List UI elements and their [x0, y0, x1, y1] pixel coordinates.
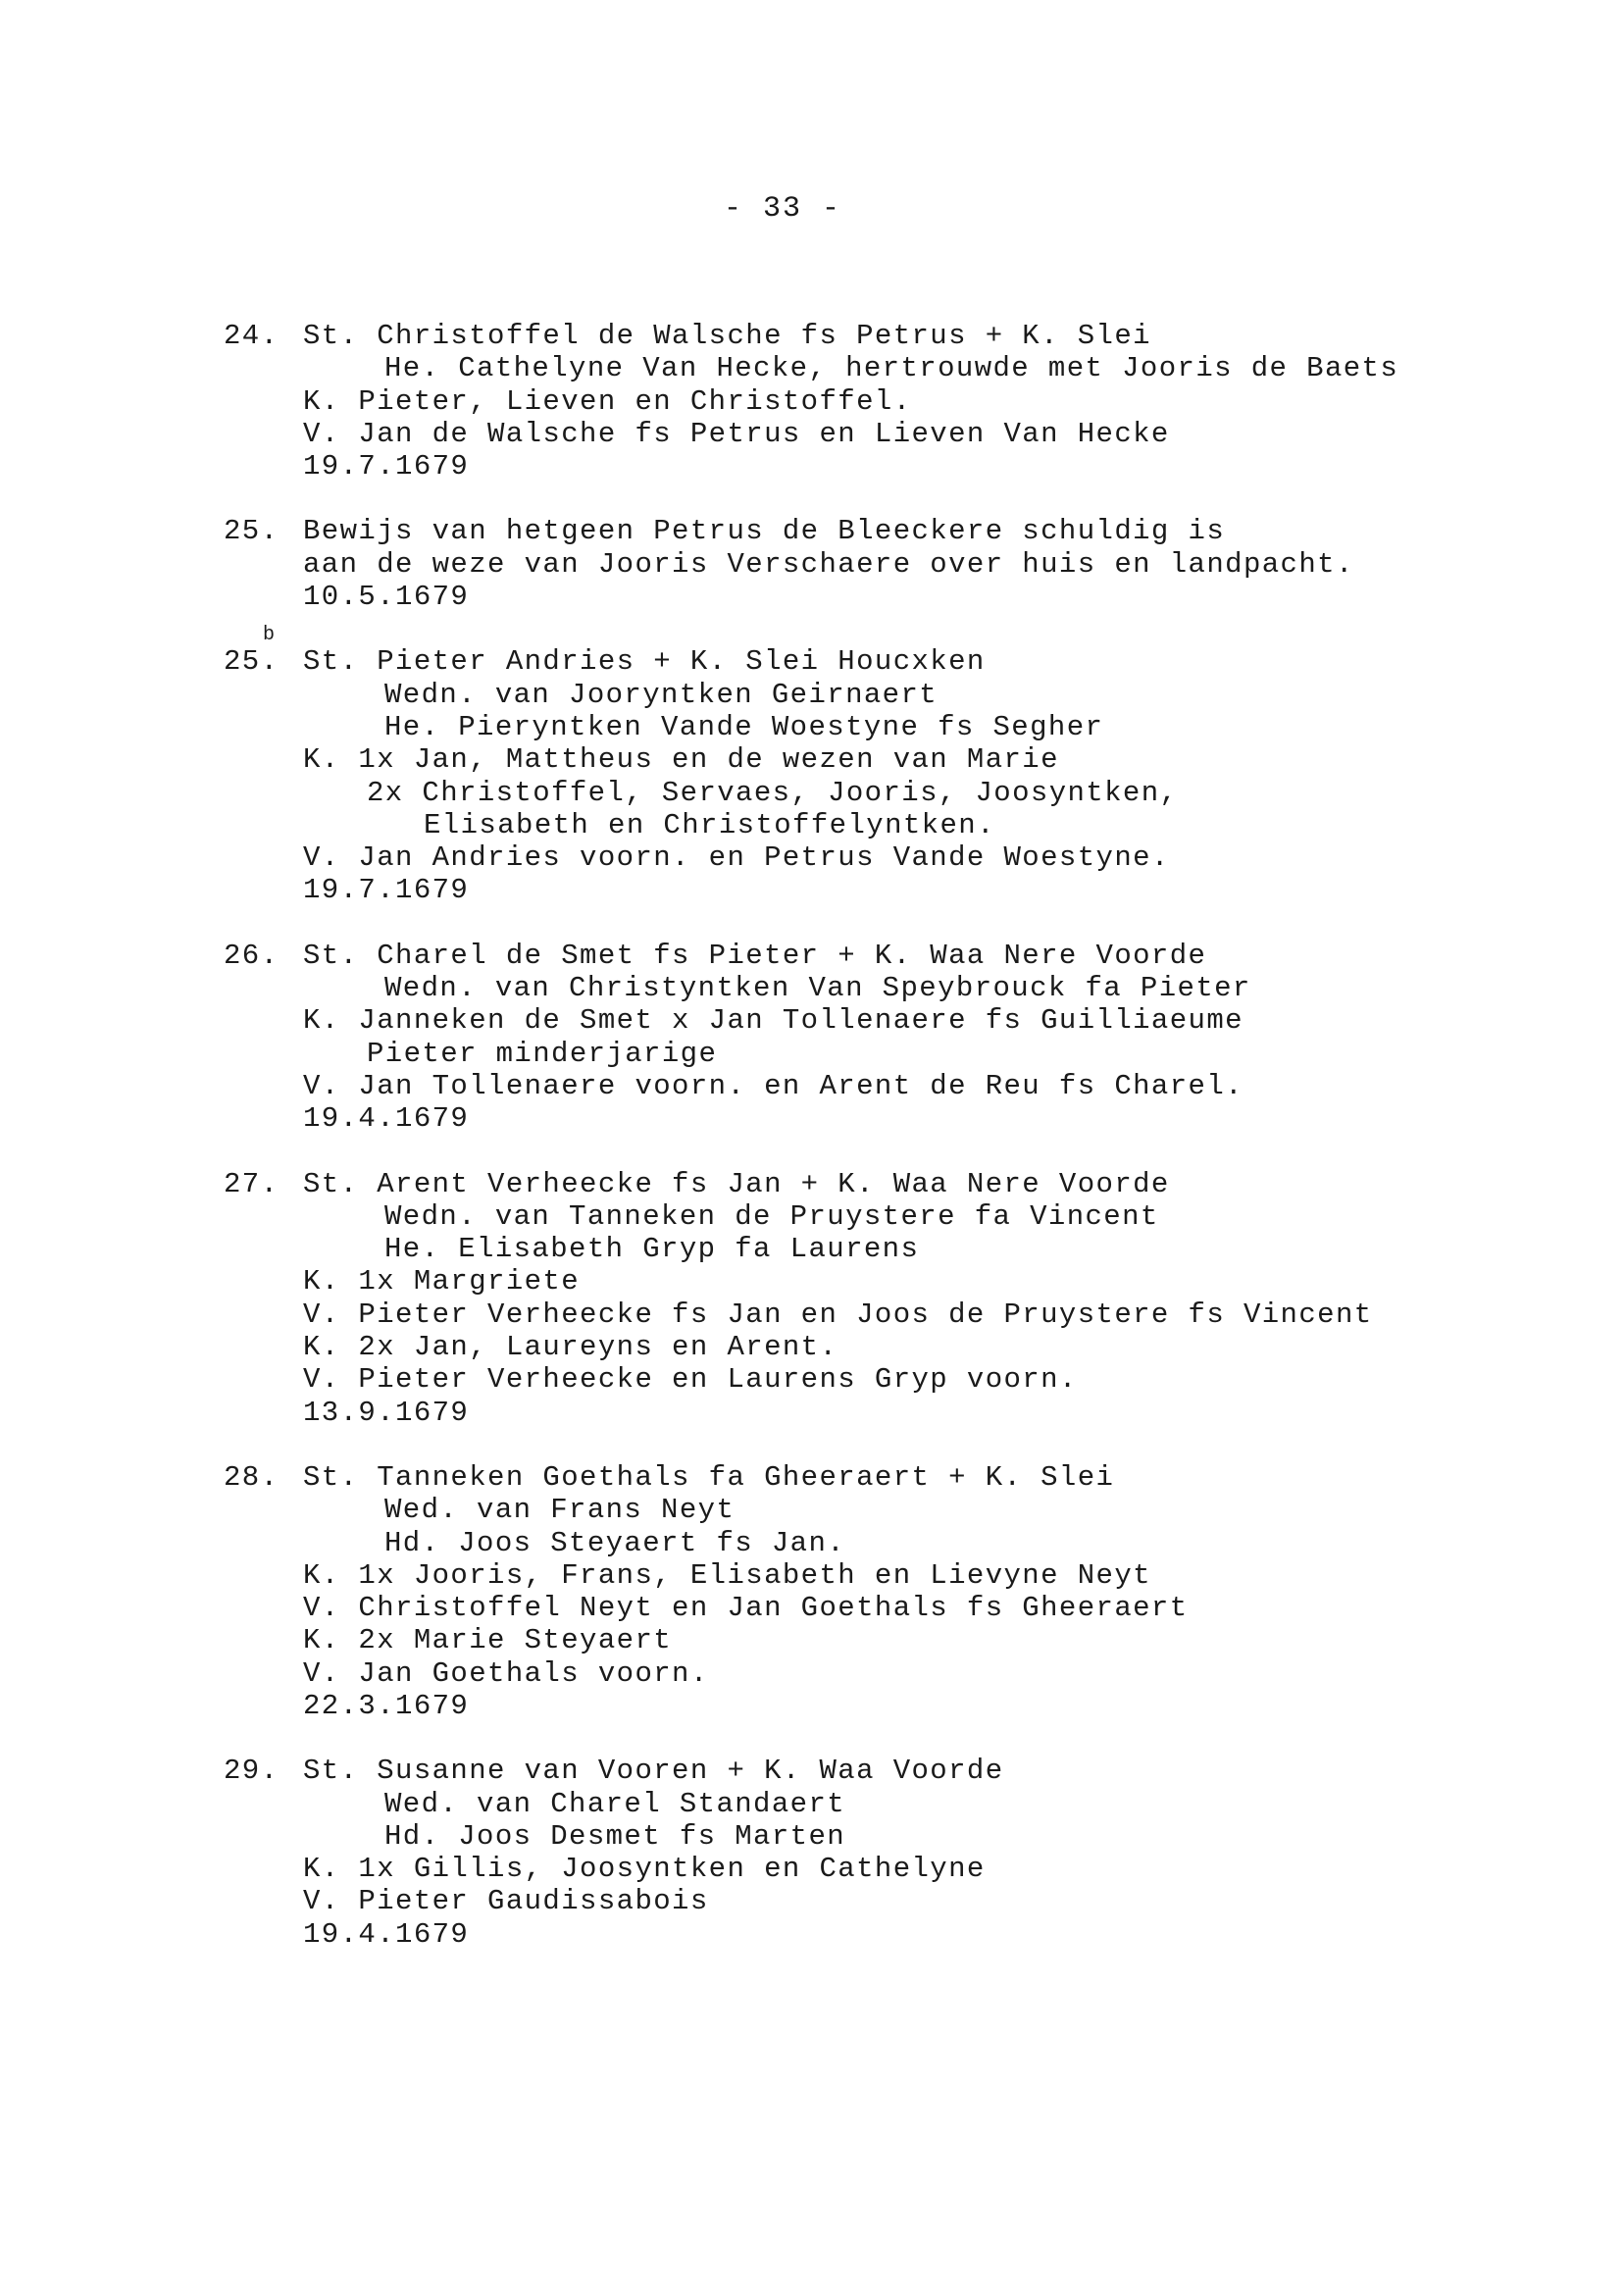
record-line-text: Bewijs van hetgeen Petrus de Bleeckere schuldig is	[303, 515, 1226, 548]
record-line-text: 19.4.1679	[303, 1102, 470, 1136]
record-line-text: 10.5.1679	[303, 581, 470, 614]
entry-number	[224, 1168, 279, 1200]
entry-number	[224, 515, 279, 547]
record-line-text: He. Cathelyne Van Hecke, hertrouwde met Jooris de Baets	[384, 352, 1399, 385]
record-line-text: K. 2x Jan, Laureyns en Arent.	[303, 1331, 838, 1364]
record-line-text: K. 1x Jan, Mattheus en de wezen van Marie	[303, 743, 1059, 777]
record-line-text: 19.7.1679	[303, 874, 470, 907]
record-line-text: St. Charel de Smet fs Pieter + K. Waa Nere Voorde	[303, 939, 1207, 972]
record-line-text: V. Pieter Gaudissabois	[303, 1885, 709, 1918]
record-line-text: 19.7.1679	[303, 450, 470, 484]
record-line-text: V. Jan Andries voorn. en Petrus Vande Woestyne.	[303, 841, 1170, 875]
entry-number-text: 24.	[224, 320, 279, 352]
record-line-text: Wedn. van Jooryntken Geirnaert	[384, 678, 939, 711]
record-line-text: Hd. Joos Steyaert fs Jan.	[384, 1526, 846, 1559]
record-line-text: K. Pieter, Lieven en Christoffel.	[303, 384, 912, 418]
entry-number-superscript: b	[263, 624, 277, 647]
record-line-text: 22.3.1679	[303, 1689, 470, 1722]
record-line-text: V. Pieter Verheecke en Laurens Gryp voorn.	[303, 1363, 1078, 1397]
entry-number-text: 25.	[224, 515, 279, 548]
record-line-text: He. Pieryntken Vande Woestyne fs Segher	[384, 710, 1104, 743]
record-line-text: St. Christoffel de Walsche fs Petrus + K. Slei	[303, 320, 1151, 352]
record-line-text: Pieter minderjarige	[367, 1037, 718, 1070]
record-line-text: V. Christoffel Neyt en Jan Goethals fs Gheeraert	[303, 1592, 1189, 1625]
record-line-text: Wed. van Charel Standaert	[384, 1787, 846, 1820]
record-line-text: aan de weze van Jooris Verschaere over huis en landpacht.	[303, 547, 1354, 581]
record-line-text: He. Elisabeth Gryp fa Laurens	[384, 1233, 920, 1266]
record-line-text: Wedn. van Christyntken Van Speybrouck fa Pieter	[384, 972, 1251, 1005]
entry-number-text: 29.	[224, 1755, 279, 1788]
entry-number	[224, 940, 279, 972]
page-number: - 33 -	[723, 192, 842, 226]
record-line-text: St. Susanne van Vooren + K. Waa Voorde	[303, 1755, 1004, 1788]
record-line-text: Elisabeth en Christoffelyntken.	[424, 808, 995, 841]
entry-number	[224, 624, 279, 679]
record-line-text: 19.4.1679	[303, 1917, 470, 1951]
record-line-text: K. 1x Margriete	[303, 1265, 581, 1298]
record-line-text: St. Tanneken Goethals fa Gheeraert + K. Slei	[303, 1460, 1115, 1494]
entry-number-text: 28.	[224, 1460, 279, 1494]
entry-number	[224, 1461, 279, 1494]
record-line-text: V. Jan Tollenaere voorn. en Arent de Reu fs Charel.	[303, 1069, 1243, 1102]
record-line-text: Hd. Joos Desmet fs Marten	[384, 1819, 846, 1853]
entry-number-text: 26.	[224, 939, 279, 972]
record-line-text: K. Janneken de Smet x Jan Tollenaere fs Guilliaeume	[303, 1004, 1243, 1038]
record-line-text: K. 2x Marie Steyaert	[303, 1624, 673, 1657]
record-line-text: K. 1x Jooris, Frans, Elisabeth en Lievyne Neyt	[303, 1558, 1151, 1592]
record-line-text: K. 1x Gillis, Joosyntken en Cathelyne	[303, 1853, 986, 1886]
entry-number	[224, 320, 279, 352]
record-line-text: V. Jan Goethals voorn.	[303, 1656, 709, 1690]
record-line-text: V. Jan de Walsche fs Petrus en Lieven Van Hecke	[303, 417, 1170, 450]
record-line-text: St. Arent Verheecke fs Jan + K. Waa Nere Voorde	[303, 1167, 1170, 1200]
record-line-text: 2x Christoffel, Servaes, Jooris, Joosyntken,	[367, 776, 1179, 809]
record-line-text: St. Pieter Andries + K. Slei Houcxken	[303, 645, 986, 679]
entry-number	[224, 1755, 279, 1787]
record-line-text: V. Pieter Verheecke fs Jan en Joos de Pruystere fs Vincent	[303, 1298, 1373, 1331]
entry-number-text: 27.	[224, 1167, 279, 1200]
record-line-text: 13.9.1679	[303, 1396, 470, 1429]
entry-number-text: 25.	[224, 645, 279, 679]
record-line-text: Wed. van Frans Neyt	[384, 1494, 736, 1527]
record-line-text: Wedn. van Tanneken de Pruystere fa Vincent	[384, 1199, 1159, 1233]
